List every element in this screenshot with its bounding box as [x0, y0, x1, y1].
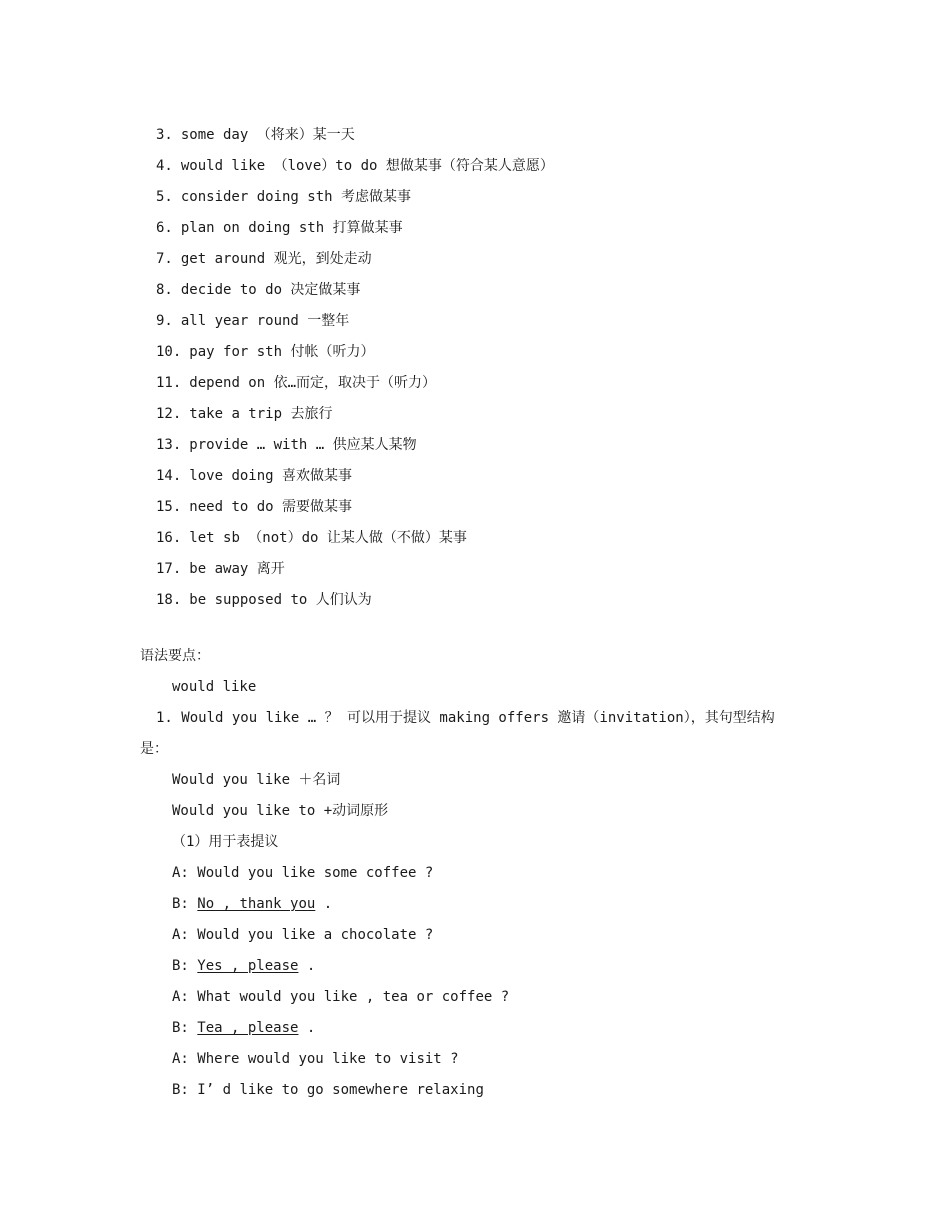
- speaker-label: B:: [172, 1020, 189, 1036]
- phrase-number: 14.: [156, 468, 182, 484]
- dialogue-text: Would you like a chocolate ?: [197, 927, 434, 943]
- phrase-text: take a trip 去旅行: [189, 406, 333, 422]
- phrase-number: 8.: [156, 282, 173, 298]
- phrase-number: 9.: [156, 313, 173, 329]
- dialogue-text: What would you like , tea or coffee ?: [197, 989, 510, 1005]
- phrase-text: need to do 需要做某事: [189, 499, 353, 515]
- phrase-number: 15.: [156, 499, 182, 515]
- grammar-section-title: 语法要点：: [140, 648, 210, 664]
- phrase-item: [156, 466, 352, 486]
- dialogue-text: Would you like some coffee ?: [197, 865, 434, 881]
- dialogue-line: [172, 894, 332, 914]
- phrase-item: [156, 373, 436, 393]
- phrase-item: [156, 404, 332, 424]
- speaker-label: B:: [172, 896, 189, 912]
- phrase-item: [156, 497, 352, 517]
- phrase-number: 12.: [156, 406, 182, 422]
- dialogue-punctuation: .: [298, 1020, 316, 1036]
- phrase-item: [156, 187, 411, 207]
- phrase-text: depend on 依…而定，取决于（听力）: [189, 375, 437, 391]
- phrase-text: be away 离开: [189, 561, 285, 577]
- dialogue-answer-underlined: No , thank you: [197, 896, 316, 912]
- phrase-text: all year round 一整年: [180, 313, 350, 329]
- dialogue-line: [172, 1080, 484, 1100]
- dialogue-line: [172, 925, 433, 945]
- dialogue-line: [172, 956, 315, 976]
- phrase-number: 4.: [156, 158, 173, 174]
- dialogue-punctuation: .: [315, 896, 333, 912]
- dialogue-line: [172, 1049, 459, 1069]
- phrase-number: 11.: [156, 375, 182, 391]
- sentence-pattern-noun: Would you like ＋名词: [172, 772, 341, 788]
- dialogue-line: [172, 1018, 315, 1038]
- phrase-item: [156, 435, 417, 455]
- phrase-item: [156, 590, 372, 610]
- phrase-text: would like （love）to do 想做某事（符合某人意愿）: [180, 158, 554, 174]
- phrase-item: [156, 249, 372, 269]
- phrase-number: 16.: [156, 530, 182, 546]
- dialogue-line: [172, 863, 433, 883]
- sub-heading-offers: （1）用于表提议: [172, 834, 279, 850]
- speaker-label: A:: [172, 865, 189, 881]
- grammar-point-1: 1. Would you like … ？ 可以用于提议 making offers 邀请（invitation），其句型结构: [156, 710, 775, 726]
- phrase-item: [156, 218, 403, 238]
- phrase-text: some day （将来）某一天: [180, 127, 355, 143]
- speaker-label: B:: [172, 958, 189, 974]
- phrase-text: be supposed to 人们认为: [189, 592, 372, 608]
- phrase-item: [156, 559, 285, 579]
- phrase-item: [156, 342, 374, 362]
- phrase-item: [156, 280, 360, 300]
- phrase-text: plan on doing sth 打算做某事: [180, 220, 403, 236]
- phrase-number: 5.: [156, 189, 173, 205]
- dialogue-answer-underlined: Yes , please: [197, 958, 299, 974]
- phrase-item: [156, 156, 554, 176]
- phrase-text: get around 观光，到处走动: [180, 251, 372, 267]
- phrase-text: consider doing sth 考虑做某事: [180, 189, 412, 205]
- phrase-item: [156, 125, 355, 145]
- phrase-item: [156, 311, 349, 331]
- phrase-number: 18.: [156, 592, 182, 608]
- dialogue-answer-underlined: Tea , please: [197, 1020, 299, 1036]
- phrase-number: 7.: [156, 251, 173, 267]
- phrase-text: pay for sth 付帐（听力）: [189, 344, 375, 360]
- phrase-number: 13.: [156, 437, 182, 453]
- phrase-number: 17.: [156, 561, 182, 577]
- phrase-number: 6.: [156, 220, 173, 236]
- dialogue-text: Where would you like to visit ?: [197, 1051, 459, 1067]
- dialogue-punctuation: .: [298, 958, 316, 974]
- dialogue-line: [172, 987, 509, 1007]
- phrase-item: [156, 528, 467, 548]
- grammar-point-1-continued: 是：: [140, 741, 168, 757]
- phrase-number: 3.: [156, 127, 173, 143]
- phrase-text: let sb （not）do 让某人做（不做）某事: [189, 530, 467, 546]
- phrase-text: love doing 喜欢做某事: [189, 468, 353, 484]
- speaker-label: A:: [172, 927, 189, 943]
- dialogue-text: I’ d like to go somewhere relaxing: [197, 1082, 484, 1098]
- phrase-number: 10.: [156, 344, 182, 360]
- speaker-label: A:: [172, 1051, 189, 1067]
- sentence-pattern-verb: Would you like to +动词原形: [172, 803, 389, 819]
- speaker-label: B:: [172, 1082, 189, 1098]
- phrase-text: decide to do 决定做某事: [180, 282, 361, 298]
- phrase-text: provide … with … 供应某人某物: [189, 437, 417, 453]
- speaker-label: A:: [172, 989, 189, 1005]
- grammar-topic: would like: [172, 679, 257, 695]
